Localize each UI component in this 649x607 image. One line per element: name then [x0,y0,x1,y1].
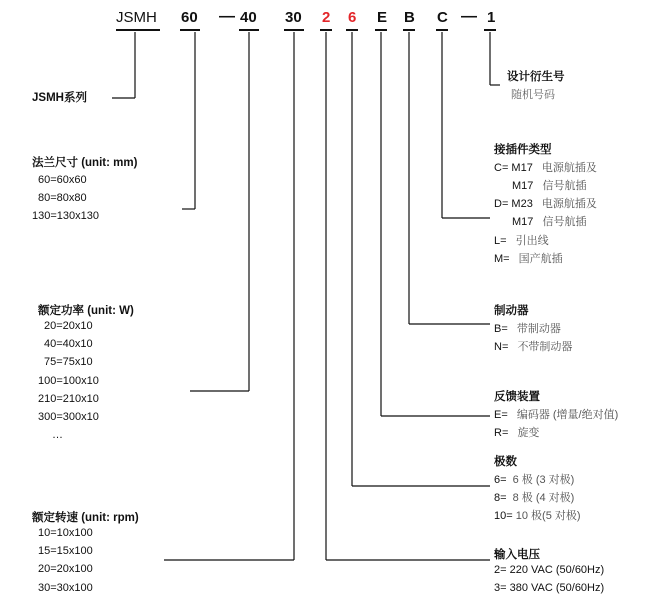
speed-item: 20=20x100 [38,563,93,575]
feedback-title: 反馈装置 [494,391,540,403]
code-voltage: 2 [322,9,331,26]
code-dash-1: — [219,8,235,25]
poles-item [494,489,574,505]
connector-code: C= M17 [494,162,533,174]
power-item: 100=100x10 [38,375,99,387]
poles-code: 10= [494,510,513,522]
flange-title: 法兰尺寸 (unit: mm) [32,157,138,169]
feedback-item [494,424,539,440]
speed-title: 额定转速 (unit: rpm) [32,512,139,524]
connector-item [512,177,586,193]
connector-item [512,213,586,229]
connector-desc: 信号航插 [542,216,587,228]
power-item-ellipsis: … [52,429,63,441]
feedback-item [494,406,618,422]
code-brake: B [404,9,415,26]
brake-item [494,320,561,336]
poles-item [494,507,581,523]
poles-desc: 8 极 (4 对极) [512,492,575,504]
connector-desc: 电源航插及 [541,162,597,174]
connector-desc: 电源航插及 [541,198,597,210]
feedback-code: E= [494,409,508,421]
connector-item [494,159,597,175]
speed-item: 30=30x100 [38,582,93,594]
voltage-item: 3= 380 VAC (50/60Hz) [494,582,605,594]
voltage-item: 2= 220 VAC (50/60Hz) [494,564,605,576]
code-revision: 1 [487,9,496,26]
revision-desc: 随机号码 [511,89,555,101]
connector-title: 接插件类型 [494,144,552,156]
brake-desc: 不带制动器 [517,341,573,353]
code-connector: C [437,9,448,26]
connector-desc: 国产航插 [518,253,563,265]
poles-desc: 6 极 (3 对极) [512,474,575,486]
poles-desc: 10 极(5 对极) [515,510,581,522]
connector-item [494,250,563,266]
brake-item [494,338,572,354]
connector-desc: 引出线 [515,235,549,247]
power-item: 40=40x10 [44,338,93,350]
connector-code: M= [494,253,510,265]
flange-item: 130=130x130 [32,210,99,222]
flange-item: 80=80x80 [38,192,87,204]
brake-desc: 带制动器 [516,323,561,335]
power-item: 20=20x10 [44,320,93,332]
poles-item [494,471,574,487]
flange-item: 60=60x60 [38,174,87,186]
power-item: 75=75x10 [44,356,93,368]
code-speed: 30 [285,9,302,26]
poles-code: 8= [494,492,507,504]
poles-code: 6= [494,474,507,486]
code-dash-2: — [461,8,477,25]
power-item: 210=210x10 [38,393,99,405]
feedback-desc: 旋变 [517,427,540,439]
connector-code: M17 [512,216,534,228]
speed-item: 15=15x100 [38,545,93,557]
brake-title: 制动器 [494,305,529,317]
power-item: 300=300x10 [38,411,99,423]
connector-item [494,232,549,248]
code-feedback: E [377,9,388,26]
connector-code: D= M23 [494,198,533,210]
code-poles: 6 [348,9,357,26]
code-flange: 60 [181,9,198,26]
voltage-title: 输入电压 [494,549,540,561]
code-prefix: JSMH [116,9,157,26]
connector-code: L= [494,235,507,247]
revision-title: 设计衍生号 [507,71,565,83]
poles-title: 极数 [494,456,517,468]
connector-desc: 信号航插 [542,180,587,192]
connector-item [494,195,597,211]
power-title: 额定功率 (unit: W) [38,305,134,317]
brake-code: N= [494,341,509,353]
feedback-desc: 编码器 (增量/绝对值) [516,409,619,421]
feedback-code: R= [494,427,509,439]
series-title: JSMH系列 [32,92,87,104]
brake-code: B= [494,323,508,335]
speed-item: 10=10x100 [38,527,93,539]
code-power: 40 [240,9,257,26]
connector-code: M17 [512,180,534,192]
